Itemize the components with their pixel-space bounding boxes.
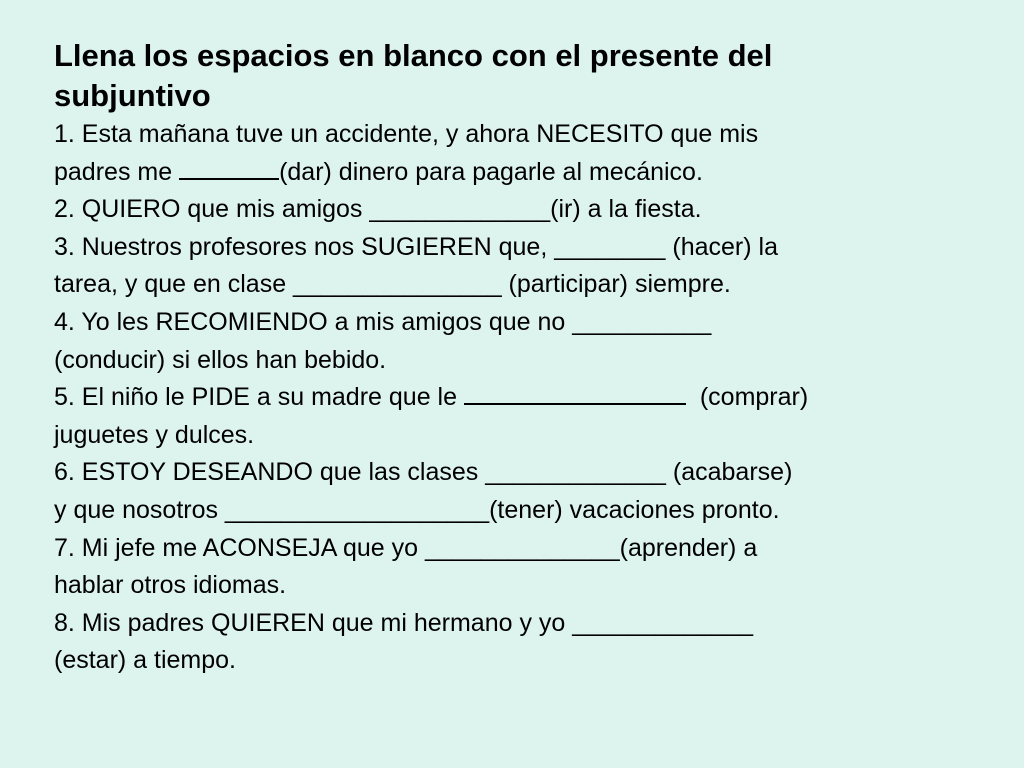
answer-blank-5[interactable] [464, 383, 686, 405]
exercise-item-5-verb: (comprar) [685, 383, 809, 412]
exercise-item-6-line-2: y que nosotros ___________________(tener) vacaciones pronto. [54, 495, 780, 524]
exercise-list [54, 116, 984, 680]
exercise-item-7-line-1: 7. Mi jefe me ACONSEJA que yo ______________(aprender) a [54, 533, 758, 562]
exercise-item-1-prefix: padres me [54, 157, 180, 186]
exercise-item-4-line-2: (conducir) si ellos han bebido. [54, 345, 387, 374]
title-line-2: subjuntivo [54, 78, 211, 113]
exercise-item-3-line-1: 3. Nuestros profesores nos SUGIEREN que, ________ (hacer) la [54, 232, 778, 261]
exercise-item-5-line-1 [54, 379, 984, 417]
exercise-item-8-line-1: 8. Mis padres QUIEREN que mi hermano y yo _____________ [54, 608, 753, 637]
exercise-item-6-line-1: 6. ESTOY DESEANDO que las clases _____________ (acabarse) [54, 458, 793, 487]
exercise-item-1 [54, 116, 984, 191]
exercise-item-4 [54, 304, 984, 379]
exercise-item-3 [54, 229, 984, 304]
exercise-item-5 [54, 379, 984, 454]
title-line-1: Llena los espacios en blanco con el presente del [54, 38, 773, 73]
answer-blank-1[interactable] [179, 158, 279, 180]
exercise-item-1-line-1: 1. Esta mañana tuve un accidente, y ahora NECESITO que mis [54, 120, 759, 148]
exercise-item-8 [54, 605, 984, 680]
exercise-item-5-line-2: juguetes y dulces. [54, 420, 255, 449]
exercise-item-1-rest: (dar) dinero para pagarle al mecánico. [279, 157, 703, 186]
exercise-item-1-line-2 [54, 154, 984, 192]
slide-title [54, 36, 984, 116]
exercise-item-7-line-2: hablar otros idiomas. [54, 571, 287, 600]
exercise-item-2-line-1: 2. QUIERO que mis amigos _____________(ir) a la fiesta. [54, 195, 702, 224]
exercise-item-8-line-2: (estar) a tiempo. [54, 646, 237, 675]
exercise-item-2 [54, 191, 984, 229]
exercise-item-5-prefix: 5. El niño le PIDE a su madre que le [54, 383, 464, 412]
exercise-item-4-line-1: 4. Yo les RECOMIENDO a mis amigos que no __________ [54, 307, 712, 336]
exercise-item-7 [54, 530, 984, 605]
exercise-item-3-line-2: tarea, y que en clase _______________ (participar) siempre. [54, 270, 731, 299]
exercise-item-6 [54, 454, 984, 529]
